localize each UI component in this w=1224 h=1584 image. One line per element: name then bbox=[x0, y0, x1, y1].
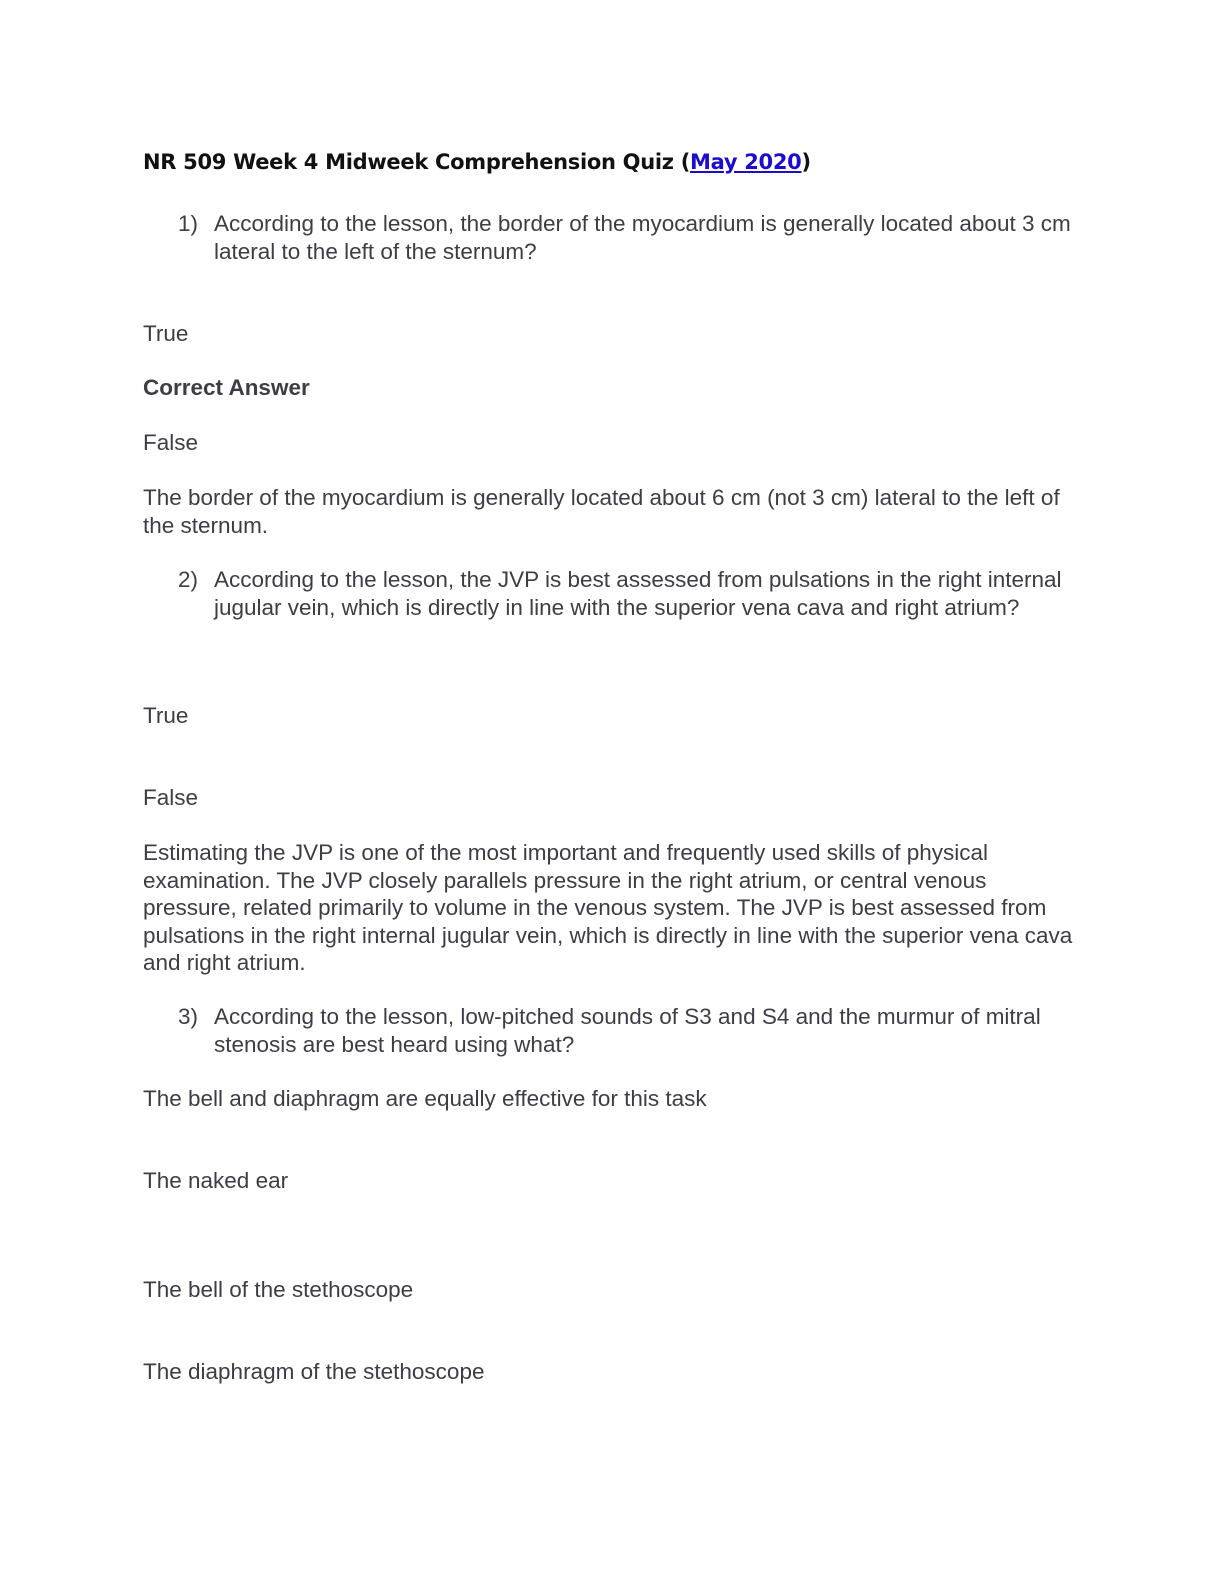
title-date-link[interactable]: May 2020 bbox=[690, 150, 802, 174]
title-close-paren: ) bbox=[801, 150, 811, 174]
correct-answer-label: Correct Answer bbox=[143, 375, 310, 400]
question-text: According to the lesson, the border of the myocardium is generally located about 3 cm lateral to the left of the sternum? bbox=[214, 211, 1071, 264]
question-number: 1) bbox=[178, 211, 199, 236]
answer-option: The naked ear bbox=[143, 1168, 289, 1193]
title-text: NR 509 Week 4 Midweek Comprehension Quiz ( bbox=[143, 150, 691, 174]
question-1 bbox=[178, 210, 1078, 265]
answer-option: False bbox=[143, 785, 199, 810]
document-title bbox=[143, 150, 811, 174]
question-2 bbox=[178, 566, 1078, 621]
question-3 bbox=[178, 1003, 1078, 1058]
question-number: 3) bbox=[178, 1004, 199, 1029]
answer-option-correct: False bbox=[143, 430, 199, 455]
answer-option: The bell and diaphragm are equally effective for this task bbox=[143, 1086, 707, 1111]
question-number: 2) bbox=[178, 567, 199, 592]
question-text: According to the lesson, the JVP is best assessed from pulsations in the right internal jugular vein, which is directly in line with the superior vena cava and right atrium? bbox=[214, 567, 1062, 620]
answer-option: True bbox=[143, 321, 189, 346]
answer-explanation: Estimating the JVP is one of the most important and frequently used skills of physical examination. The JVP closely parallels pressure in the right atrium, or central venous pressure, related primarily to volume in the venous system. The JVP is best assessed from pulsations in the right internal jugular vein, which is directly in line with the superior vena cava and right atrium. bbox=[143, 840, 1073, 975]
answer-option: The diaphragm of the stethoscope bbox=[143, 1359, 485, 1384]
answer-option: The bell of the stethoscope bbox=[143, 1277, 414, 1302]
question-text: According to the lesson, low-pitched sounds of S3 and S4 and the murmur of mitral stenosis are best heard using what? bbox=[214, 1004, 1041, 1057]
answer-option: True bbox=[143, 703, 189, 728]
answer-explanation: The border of the myocardium is generally located about 6 cm (not 3 cm) lateral to the left of the sternum. bbox=[143, 485, 1060, 538]
